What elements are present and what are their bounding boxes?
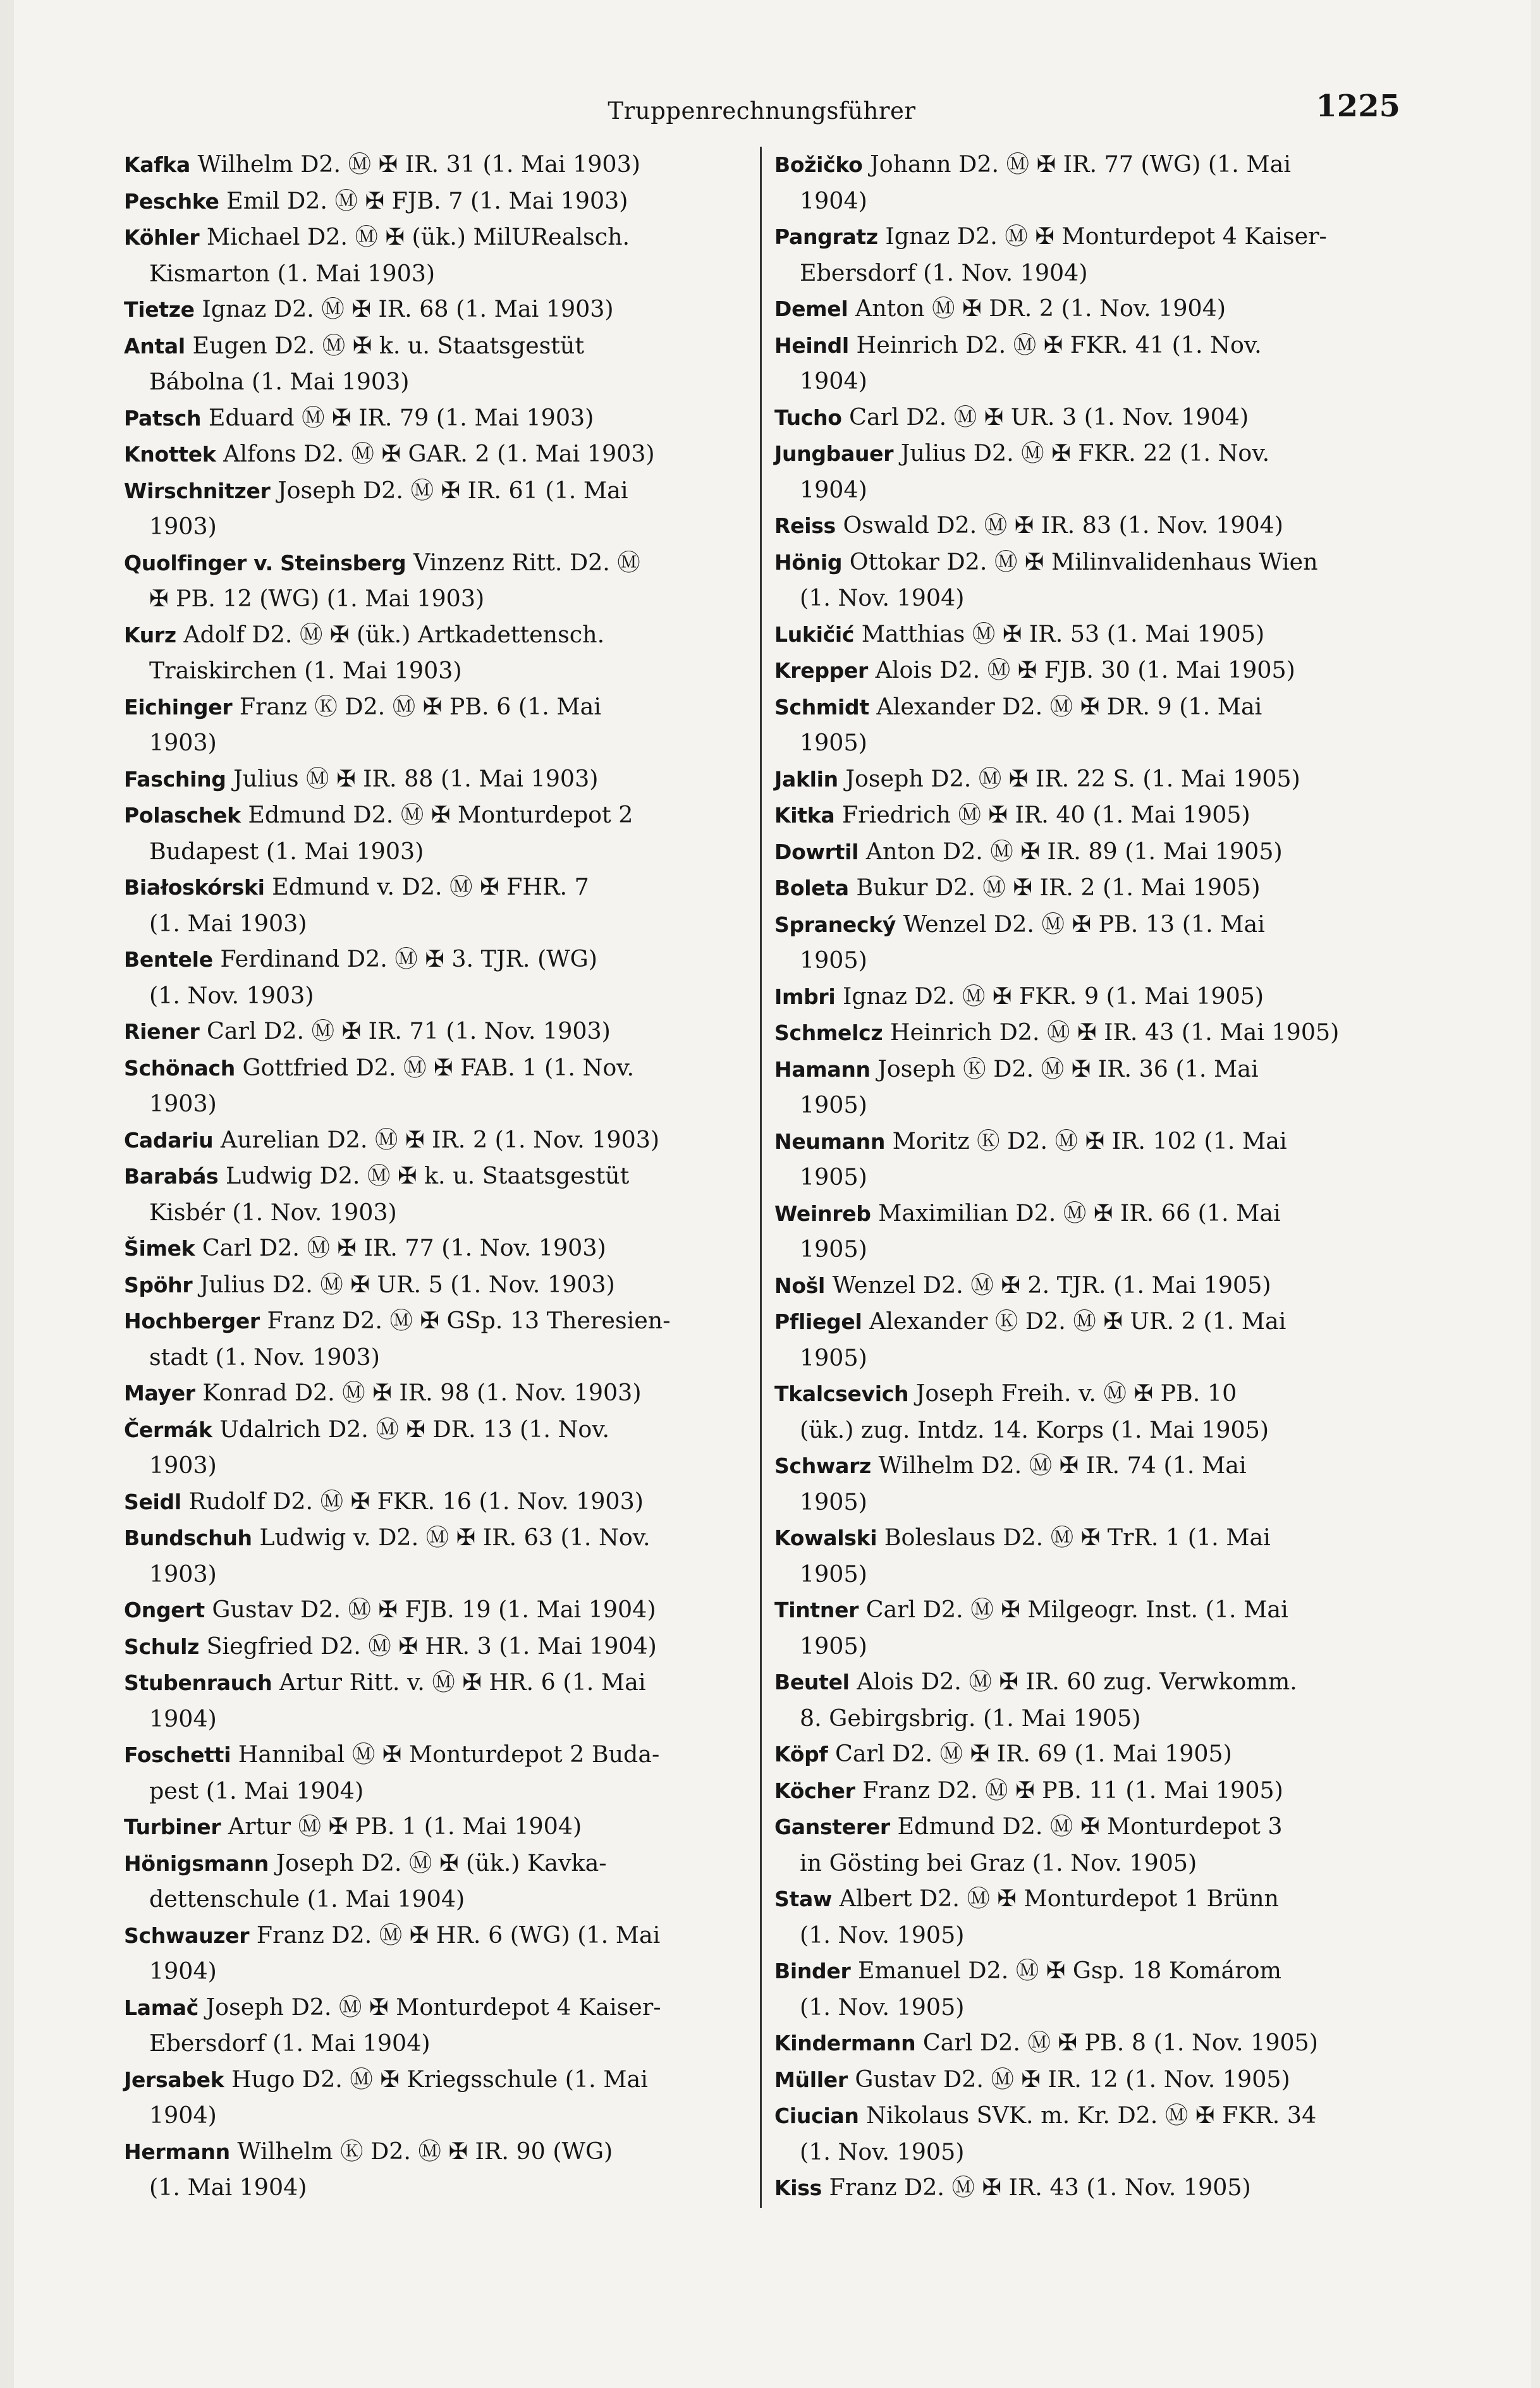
roster-entry <box>774 2170 1407 2207</box>
entry-details: Franz D2. Ⓜ ✠ IR. 43 (1. Nov. 1905) <box>821 2174 1251 2201</box>
roster-entry <box>774 400 1407 436</box>
roster-entry <box>124 1809 750 1846</box>
entry-continuation: 1904) <box>149 2102 217 2129</box>
entry-surname: Kafka <box>124 152 190 177</box>
roster-entry <box>774 2098 1407 2170</box>
entry-surname: Kurz <box>124 622 176 647</box>
entry-surname: Weinreb <box>774 1201 871 1226</box>
entry-continuation: 1903) <box>149 729 217 756</box>
entry-surname: Gansterer <box>774 1815 890 1839</box>
roster-entry <box>124 1737 750 1809</box>
entry-surname: Köcher <box>774 1778 855 1803</box>
entry-details: Wenzel D2. Ⓜ ✠ 2. TJR. (1. Mai 1905) <box>825 1271 1271 1299</box>
roster-entry <box>774 689 1407 761</box>
entry-continuation: (1. Nov. 1905) <box>800 1921 965 1949</box>
roster-entry <box>124 1050 750 1122</box>
entry-details: Franz D2. Ⓜ ✠ PB. 11 (1. Mai 1905) <box>855 1776 1283 1804</box>
roster-entry <box>774 328 1407 400</box>
entry-surname: Čermák <box>124 1417 212 1442</box>
entry-details: Moritz Ⓚ D2. Ⓜ ✠ IR. 102 (1. Mai <box>885 1127 1287 1154</box>
entry-continuation: 1904) <box>800 475 867 503</box>
entry-continuation: (1. Nov. 1904) <box>800 584 965 611</box>
entry-details: Vinzenz Ritt. D2. Ⓜ <box>406 548 640 576</box>
entry-surname: Patsch <box>124 405 202 431</box>
entry-continuation: 1905) <box>800 1632 867 1660</box>
entry-details: Siegfried D2. Ⓜ ✠ HR. 3 (1. Mai 1904) <box>199 1632 657 1660</box>
roster-entry <box>774 1809 1407 1881</box>
entry-surname: Müller <box>774 2067 848 2092</box>
entry-details: Anton Ⓜ ✠ DR. 2 (1. Nov. 1904) <box>848 295 1226 322</box>
entry-surname: Kitka <box>774 803 835 828</box>
roster-entry <box>774 508 1407 544</box>
entry-surname: Bentele <box>124 947 213 972</box>
entry-surname: Neumann <box>774 1129 886 1154</box>
entry-continuation: Kismarton (1. Mai 1903) <box>149 259 436 287</box>
roster-entry <box>124 2134 750 2206</box>
roster-entry <box>124 1267 750 1304</box>
roster-entry <box>774 907 1407 979</box>
roster-entry <box>774 1736 1407 1773</box>
entry-continuation: in Gösting bei Graz (1. Nov. 1905) <box>800 1849 1197 1877</box>
entry-surname: Tintner <box>774 1598 859 1622</box>
entry-surname: Krepper <box>774 658 869 683</box>
entry-surname: Beutel <box>774 1670 850 1694</box>
entry-continuation: 1905) <box>800 1235 867 1263</box>
entry-details: Rudolf D2. Ⓜ ✠ FKR. 16 (1. Nov. 1903) <box>181 1487 644 1515</box>
roster-entry <box>124 1665 750 1737</box>
entry-surname: Bundschuh <box>124 1526 252 1550</box>
entry-details: Hannibal Ⓜ ✠ Monturdepot 2 Buda- <box>231 1741 660 1768</box>
entry-surname: Peschke <box>124 188 219 214</box>
roster-entry <box>774 147 1407 219</box>
entry-details: Emanuel D2. Ⓜ ✠ Gsp. 18 Komárom <box>850 1957 1282 1984</box>
roster-entry <box>774 1664 1407 1736</box>
entry-surname: Heindl <box>774 333 849 358</box>
entry-details: Maximilian D2. Ⓜ ✠ IR. 66 (1. Mai <box>871 1199 1281 1227</box>
roster-entry <box>774 1592 1407 1664</box>
entry-details: Gottfried D2. Ⓜ ✠ FAB. 1 (1. Nov. <box>235 1053 635 1081</box>
roster-entry <box>124 1412 750 1484</box>
entry-surname: Pangratz <box>774 224 878 249</box>
roster-entry <box>124 617 750 689</box>
entry-details: Julius Ⓜ ✠ IR. 88 (1. Mai 1903) <box>226 764 599 792</box>
entry-details: Carl D2. Ⓜ ✠ IR. 71 (1. Nov. 1903) <box>199 1017 611 1044</box>
entry-surname: Jungbauer <box>774 441 894 466</box>
entry-surname: Antal <box>124 333 185 358</box>
entry-details: Artur Ⓜ ✠ PB. 1 (1. Mai 1904) <box>221 1813 582 1840</box>
roster-entry <box>124 2062 750 2134</box>
roster-entry <box>774 1520 1407 1592</box>
roster-entry <box>774 1773 1407 1809</box>
entry-surname: Quolfinger v. Steinsberg <box>124 550 406 575</box>
roster-entry <box>774 291 1407 328</box>
entry-details: Johann D2. Ⓜ ✠ IR. 77 (WG) (1. Mai <box>862 150 1291 178</box>
roster-entry <box>124 1629 750 1665</box>
entry-details: Alexander Ⓚ D2. Ⓜ ✠ UR. 2 (1. Mai <box>862 1307 1286 1335</box>
entry-details: Alexander D2. Ⓜ ✠ DR. 9 (1. Mai <box>869 692 1262 720</box>
entry-surname: Schönach <box>124 1055 235 1081</box>
roster-entry <box>774 1124 1407 1196</box>
entry-details: Franz Ⓚ D2. Ⓜ ✠ PB. 6 (1. Mai <box>232 692 601 720</box>
entry-details: Ludwig v. D2. Ⓜ ✠ IR. 63 (1. Nov. <box>252 1524 651 1551</box>
entry-details: Edmund v. D2. Ⓜ ✠ FHR. 7 <box>264 873 589 900</box>
roster-entry <box>774 979 1407 1015</box>
entry-surname: Turbiner <box>124 1815 221 1839</box>
entry-details: Adolf D2. Ⓜ ✠ (ük.) Artkadettensch. <box>176 620 605 648</box>
entry-continuation: 1905) <box>800 1488 867 1515</box>
entry-surname: Tkalcsevich <box>774 1381 909 1406</box>
entry-details: Nikolaus SVK. m. Kr. D2. Ⓜ ✠ FKR. 34 <box>859 2102 1317 2129</box>
entry-surname: Riener <box>124 1019 200 1044</box>
entry-surname: Seidl <box>124 1489 181 1514</box>
entry-continuation: Ebersdorf (1. Mai 1904) <box>149 2030 431 2057</box>
entry-details: Ludwig D2. Ⓜ ✠ k. u. Staatsgestüt <box>218 1162 630 1189</box>
entry-details: Carl D2. Ⓜ ✠ IR. 77 (1. Nov. 1903) <box>195 1234 606 1261</box>
entry-surname: Knottek <box>124 442 216 467</box>
entry-continuation: stadt (1. Nov. 1903) <box>149 1343 380 1371</box>
roster-entry <box>124 941 750 1013</box>
entry-surname: Mayer <box>124 1381 195 1405</box>
entry-details: Carl D2. Ⓜ ✠ Milgeogr. Inst. (1. Mai <box>859 1596 1288 1623</box>
entry-details: Ignaz D2. Ⓜ ✠ FKR. 9 (1. Mai 1905) <box>835 982 1264 1010</box>
roster-entry <box>774 1051 1407 1124</box>
entry-details: Artur Ritt. v. Ⓜ ✠ HR. 6 (1. Mai <box>272 1669 646 1696</box>
entry-details: Joseph D2. Ⓜ ✠ Monturdepot 4 Kaiser- <box>199 1993 661 2021</box>
entry-details: Joseph D2. Ⓜ ✠ (ük.) Kavka- <box>269 1849 607 1877</box>
entry-details: Matthias Ⓜ ✠ IR. 53 (1. Mai 1905) <box>854 620 1265 647</box>
entry-surname: Nošl <box>774 1273 826 1298</box>
entry-details: Joseph D2. Ⓜ ✠ IR. 22 S. (1. Mai 1905) <box>838 764 1300 792</box>
entry-details: Heinrich D2. Ⓜ ✠ IR. 43 (1. Mai 1905) <box>883 1019 1340 1046</box>
entry-surname: Wirschnitzer <box>124 478 271 503</box>
entry-surname: Kowalski <box>774 1526 877 1550</box>
entry-details: Aurelian D2. Ⓜ ✠ IR. 2 (1. Nov. 1903) <box>213 1125 660 1153</box>
entry-surname: Schulz <box>124 1634 200 1659</box>
scan-edge-right <box>1531 0 1540 2388</box>
entry-details: Wenzel D2. Ⓜ ✠ PB. 13 (1. Mai <box>896 910 1265 938</box>
roster-entry <box>124 545 750 617</box>
entry-details: Ferdinand D2. Ⓜ ✠ 3. TJR. (WG) <box>212 945 597 972</box>
entry-surname: Foschetti <box>124 1742 231 1767</box>
entry-surname: Jersabek <box>124 2067 224 2092</box>
roster-entry <box>124 689 750 761</box>
entry-details: Albert D2. Ⓜ ✠ Monturdepot 1 Brünn <box>832 1885 1279 1912</box>
roster-entry <box>124 400 750 437</box>
entry-continuation: (1. Nov. 1903) <box>149 981 314 1009</box>
entry-continuation: 1905) <box>800 1560 867 1588</box>
entry-details: Carl D2. Ⓜ ✠ UR. 3 (1. Nov. 1904) <box>841 403 1249 431</box>
entry-surname: Kiss <box>774 2176 822 2200</box>
roster-entry <box>124 436 750 473</box>
roster-entry <box>124 219 750 291</box>
entry-details: Wilhelm D2. Ⓜ ✠ IR. 31 (1. Mai 1903) <box>190 150 640 178</box>
roster-entry <box>124 473 750 545</box>
entry-continuation: ✠ PB. 12 (WG) (1. Mai 1903) <box>149 585 485 612</box>
right-column <box>774 147 1407 2207</box>
entry-details: Ignaz D2. Ⓜ ✠ Monturdepot 4 Kaiser- <box>877 223 1327 250</box>
roster-entry <box>774 1953 1407 2025</box>
entry-surname: Lukičić <box>774 621 855 647</box>
roster-entry <box>124 1990 750 2062</box>
entry-surname: Kindermann <box>774 2031 916 2055</box>
entry-continuation: 1904) <box>800 367 867 395</box>
entry-details: Alfons D2. Ⓜ ✠ GAR. 2 (1. Mai 1903) <box>216 440 655 467</box>
entry-continuation: 1905) <box>800 1163 867 1191</box>
roster-entry <box>774 1268 1407 1304</box>
roster-entry <box>774 1881 1407 1953</box>
entry-details: Oswald D2. Ⓜ ✠ IR. 83 (1. Nov. 1904) <box>835 511 1283 539</box>
roster-entry <box>774 870 1407 907</box>
roster-entry <box>774 1015 1407 1051</box>
roster-entry <box>124 761 750 798</box>
entry-continuation: (ük.) zug. Intdz. 14. Korps (1. Mai 1905) <box>800 1416 1269 1443</box>
entry-surname: Binder <box>774 1959 851 1983</box>
entry-surname: Tietze <box>124 297 195 322</box>
entry-details: Wilhelm D2. Ⓜ ✠ IR. 74 (1. Mai <box>871 1452 1247 1479</box>
entry-continuation: Bábolna (1. Mai 1903) <box>149 368 410 395</box>
entry-continuation: 1903) <box>149 1090 217 1117</box>
entry-details: Konrad D2. Ⓜ ✠ IR. 98 (1. Nov. 1903) <box>195 1379 642 1406</box>
roster-entry <box>124 1122 750 1159</box>
roster-entry <box>124 1592 750 1629</box>
entry-continuation: (1. Mai 1904) <box>149 2174 307 2201</box>
entry-surname: Fasching <box>124 766 226 792</box>
roster-entry <box>124 1484 750 1521</box>
entry-continuation: Kisbér (1. Nov. 1903) <box>149 1198 397 1226</box>
entry-details: Michael D2. Ⓜ ✠ (ük.) MilURealsch. <box>199 223 630 250</box>
entry-continuation: 8. Gebirgsbrig. (1. Mai 1905) <box>800 1704 1141 1732</box>
roster-entry <box>124 797 750 869</box>
entry-surname: Lamač <box>124 1995 199 2020</box>
entry-surname: Köpf <box>774 1742 828 1767</box>
entry-details: Carl D2. Ⓜ ✠ PB. 8 (1. Nov. 1905) <box>915 2029 1318 2056</box>
entry-details: Joseph Ⓚ D2. Ⓜ ✠ IR. 36 (1. Mai <box>870 1055 1259 1082</box>
entry-continuation: (1. Nov. 1905) <box>800 1993 965 2021</box>
entry-details: Carl D2. Ⓜ ✠ IR. 69 (1. Mai 1905) <box>828 1740 1232 1767</box>
entry-surname: Stubenrauch <box>124 1670 272 1695</box>
roster-entry <box>124 291 750 328</box>
entry-details: Emil D2. Ⓜ ✠ FJB. 7 (1. Mai 1903) <box>219 187 628 214</box>
entry-details: Anton D2. Ⓜ ✠ IR. 89 (1. Mai 1905) <box>859 837 1283 865</box>
roster-entry <box>774 1196 1407 1268</box>
entry-continuation: (1. Nov. 1905) <box>800 2138 965 2165</box>
roster-entry <box>774 761 1407 798</box>
roster-entry <box>124 1375 750 1412</box>
roster-entry <box>774 2025 1407 2062</box>
entry-surname: Schmidt <box>774 694 869 719</box>
entry-details: Friedrich Ⓜ ✠ IR. 40 (1. Mai 1905) <box>834 801 1250 828</box>
roster-entry <box>124 1520 750 1592</box>
entry-surname: Šimek <box>124 1236 195 1261</box>
entry-continuation: Traiskirchen (1. Mai 1903) <box>149 657 462 684</box>
page-number: 1225 <box>1316 89 1400 124</box>
entry-continuation: Ebersdorf (1. Nov. 1904) <box>800 259 1088 286</box>
entry-details: Joseph D2. Ⓜ ✠ IR. 61 (1. Mai <box>270 476 628 504</box>
column-divider <box>760 147 762 2208</box>
roster-entry <box>774 2062 1407 2098</box>
roster-entry <box>124 183 750 220</box>
roster-entry <box>124 1230 750 1267</box>
entry-details: Hugo D2. Ⓜ ✠ Kriegsschule (1. Mai <box>224 2065 648 2093</box>
entry-surname: Hönigsmann <box>124 1851 269 1876</box>
entry-surname: Schmelcz <box>774 1020 883 1045</box>
entry-surname: Schwarz <box>774 1454 871 1478</box>
entry-details: Ignaz D2. Ⓜ ✠ IR. 68 (1. Mai 1903) <box>194 295 614 322</box>
entry-details: Joseph Freih. v. Ⓜ ✠ PB. 10 <box>908 1380 1237 1407</box>
entry-surname: Demel <box>774 297 848 321</box>
entry-details: Gustav D2. Ⓜ ✠ IR. 12 (1. Nov. 1905) <box>847 2065 1290 2093</box>
entry-surname: Staw <box>774 1887 833 1911</box>
roster-entry <box>774 1448 1407 1520</box>
entry-details: Franz D2. Ⓜ ✠ GSp. 13 Theresien- <box>259 1307 671 1334</box>
entry-continuation: 1903) <box>149 1452 217 1479</box>
entry-surname: Hermann <box>124 2139 230 2164</box>
running-title: Truppenrechnungsführer <box>608 97 916 125</box>
entry-details: Gustav D2. Ⓜ ✠ FJB. 19 (1. Mai 1904) <box>204 1596 656 1623</box>
roster-entry <box>124 1303 750 1375</box>
entry-surname: Reiss <box>774 513 836 538</box>
entry-details: Franz D2. Ⓜ ✠ HR. 6 (WG) (1. Mai <box>249 1921 661 1949</box>
entry-details: Wilhelm Ⓚ D2. Ⓜ ✠ IR. 90 (WG) <box>229 2137 613 2165</box>
entry-surname: Eichinger <box>124 694 233 719</box>
roster-entry <box>124 1918 750 1990</box>
entry-surname: Boleta <box>774 876 849 900</box>
entry-continuation: Budapest (1. Mai 1903) <box>149 837 424 865</box>
roster-entry <box>774 797 1407 834</box>
entry-continuation: 1903) <box>149 513 217 540</box>
roster-entry <box>124 147 750 183</box>
entry-continuation: 1905) <box>800 1091 867 1118</box>
entry-continuation: 1905) <box>800 1344 867 1371</box>
roster-entry <box>774 652 1407 689</box>
entry-continuation: (1. Mai 1903) <box>149 909 307 937</box>
entry-surname: Hamann <box>774 1056 871 1082</box>
entry-continuation: 1905) <box>800 729 867 756</box>
roster-entry <box>124 328 750 400</box>
entry-surname: Barabás <box>124 1164 219 1189</box>
entry-surname: Hönig <box>774 549 843 575</box>
roster-entry <box>124 869 750 941</box>
left-column <box>124 147 750 2206</box>
entry-continuation: 1905) <box>800 946 867 974</box>
entry-details: Ottokar D2. Ⓜ ✠ Milinvalidenhaus Wien <box>842 548 1318 575</box>
entry-details: Udalrich D2. Ⓜ ✠ DR. 13 (1. Nov. <box>212 1415 610 1443</box>
roster-entry <box>774 219 1407 291</box>
roster-entry <box>124 1846 750 1918</box>
roster-entry <box>774 1304 1407 1376</box>
roster-entry <box>124 1158 750 1230</box>
entry-surname: Jaklin <box>774 766 838 792</box>
entry-surname: Schwauzer <box>124 1923 250 1948</box>
entry-details: Eduard Ⓜ ✠ IR. 79 (1. Mai 1903) <box>201 403 594 431</box>
entry-details: Julius D2. Ⓜ ✠ UR. 5 (1. Nov. 1903) <box>192 1270 615 1298</box>
entry-surname: Spranecký <box>774 912 896 937</box>
entry-details: Julius D2. Ⓜ ✠ FKR. 22 (1. Nov. <box>893 439 1270 467</box>
entry-details: Heinrich D2. Ⓜ ✠ FKR. 41 (1. Nov. <box>848 331 1262 358</box>
entry-details: Edmund D2. Ⓜ ✠ Monturdepot 2 <box>240 801 633 828</box>
entry-continuation: 1904) <box>149 1705 217 1732</box>
roster-entry <box>774 436 1407 508</box>
page-header <box>123 89 1400 139</box>
entry-surname: Ongert <box>124 1598 205 1622</box>
entry-details: Alois D2. Ⓜ ✠ IR. 60 zug. Verwkomm. <box>849 1668 1297 1695</box>
entry-continuation: 1904) <box>800 187 867 214</box>
entry-surname: Białoskórski <box>124 875 265 900</box>
roster-entry <box>124 1013 750 1050</box>
roster-entry <box>774 616 1407 653</box>
entry-surname: Spöhr <box>124 1272 193 1297</box>
entry-surname: Hochberger <box>124 1309 260 1333</box>
entry-surname: Polaschek <box>124 803 241 828</box>
entry-details: Bukur D2. Ⓜ ✠ IR. 2 (1. Mai 1905) <box>848 874 1261 901</box>
roster-entry <box>774 544 1407 616</box>
entry-surname: Pfliegel <box>774 1309 862 1334</box>
roster-entry <box>774 1376 1407 1448</box>
entry-details: Alois D2. Ⓜ ✠ FJB. 30 (1. Mai 1905) <box>868 656 1295 683</box>
entry-surname: Tucho <box>774 405 842 430</box>
entry-surname: Köhler <box>124 225 200 250</box>
roster-entry <box>774 834 1407 871</box>
entry-surname: Cadariu <box>124 1127 214 1153</box>
entry-surname: Ciucian <box>774 2103 859 2128</box>
entry-surname: Dowrtil <box>774 839 859 864</box>
entry-surname: Imbri <box>774 984 836 1009</box>
scan-edge-left <box>0 0 14 2388</box>
entry-continuation: dettenschule (1. Mai 1904) <box>149 1885 465 1913</box>
entry-continuation: 1903) <box>149 1560 217 1588</box>
entry-continuation: 1904) <box>149 1957 217 1985</box>
entry-details: Edmund D2. Ⓜ ✠ Monturdepot 3 <box>889 1813 1283 1840</box>
entry-details: Boleslaus D2. Ⓜ ✠ TrR. 1 (1. Mai <box>877 1524 1271 1551</box>
entry-details: Eugen D2. Ⓜ ✠ k. u. Staatsgestüt <box>185 331 584 359</box>
entry-surname: Božičko <box>774 152 863 177</box>
entry-continuation: pest (1. Mai 1904) <box>149 1777 364 1804</box>
